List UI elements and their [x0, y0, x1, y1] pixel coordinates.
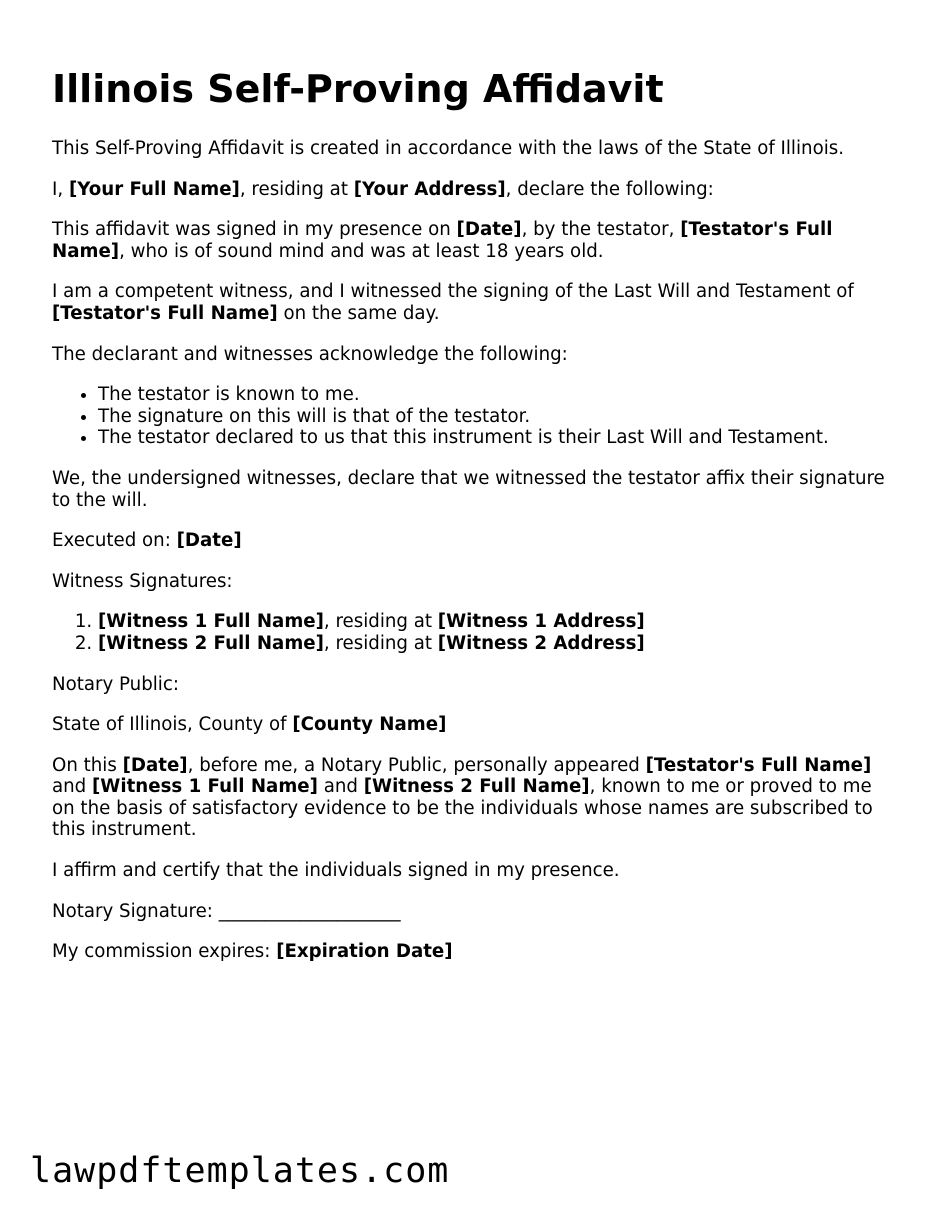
notary-label: Notary Public:	[52, 673, 179, 695]
competent-prefix: I am a competent witness, and I witnessed the signing of the Last Will and Testament of	[52, 281, 854, 303]
witness-name-placeholder: [Witness 2 Full Name]	[363, 776, 590, 798]
witness-signatures-label: Witness Signatures:	[52, 570, 233, 592]
residing-text: , residing at	[323, 632, 438, 654]
commission-label: My commission expires:	[52, 941, 277, 963]
footer-brand: lawpdftemplates.com	[30, 1151, 450, 1191]
appearance-text: , before me, a Notary Public, personally appeared	[187, 754, 646, 776]
testator-name-placeholder: [Testator's Full Name]	[52, 302, 278, 324]
signed-paragraph	[52, 219, 897, 262]
witness-list	[52, 611, 897, 654]
appearance-text: and	[52, 776, 92, 798]
notary-signature-label: Notary Signature:	[52, 900, 219, 922]
witness-name-placeholder: [Witness 1 Full Name]	[98, 611, 324, 633]
appearance-paragraph	[52, 755, 897, 841]
list-item: • The testator is known to me.	[98, 384, 897, 406]
signed-date-placeholder: [Date]	[456, 219, 522, 241]
your-address-placeholder: [Your Address]	[353, 178, 506, 200]
acknowledge-intro: The declarant and witnesses acknowledge the following:	[52, 343, 568, 365]
witness-name-placeholder: [Witness 2 Full Name]	[98, 632, 324, 654]
list-item	[98, 611, 897, 633]
competent-suffix: on the same day.	[277, 302, 440, 324]
acknowledgement-list	[52, 384, 897, 449]
competent-paragraph	[52, 281, 897, 324]
signed-middle: , by the testator,	[521, 219, 681, 241]
testator-name-placeholder: [Testator's Full Name]	[52, 219, 833, 262]
executed-label: Executed on:	[52, 530, 177, 552]
your-name-placeholder: [Your Full Name]	[68, 178, 240, 200]
expiration-date-placeholder: [Expiration Date]	[276, 941, 453, 963]
list-item	[98, 633, 897, 655]
appearance-date-placeholder: [Date]	[122, 754, 188, 776]
signed-prefix: This affidavit was signed in my presence on	[52, 219, 457, 241]
declaration-paragraph	[52, 179, 897, 201]
county-prefix: State of Illinois, County of	[52, 714, 293, 736]
document-page	[52, 64, 897, 982]
document-title: Illinois Self-Proving Affidavit	[52, 67, 664, 111]
executed-date-placeholder: [Date]	[176, 530, 242, 552]
residing-text: , residing at	[323, 611, 438, 633]
witness-statement: We, the undersigned witnesses, declare that we witnessed the testator affix their signature to the will.	[52, 467, 885, 511]
appearance-text: On this	[52, 754, 123, 776]
testator-name-placeholder: [Testator's Full Name]	[645, 754, 872, 776]
commission-line	[52, 941, 897, 963]
declaration-prefix: I,	[52, 178, 69, 200]
signed-suffix: , who is of sound mind and was at least 18 years old.	[119, 240, 604, 262]
appearance-text: , known to me or proved to me on the basis of satisfactory evidence to be the individuals whose names are subscribed to this instrument.	[52, 776, 873, 841]
affirm-paragraph: I affirm and certify that the individuals signed in my presence.	[52, 860, 620, 882]
list-item: • The signature on this will is that of the testator.	[98, 406, 897, 428]
signature-blank: ____________________	[218, 900, 401, 922]
list-item: • The testator declared to us that this instrument is their Last Will and Testament.	[98, 427, 897, 449]
county-line	[52, 714, 897, 736]
declaration-suffix: , declare the following:	[505, 178, 714, 200]
witness-name-placeholder: [Witness 1 Full Name]	[92, 776, 318, 798]
declaration-middle: , residing at	[239, 178, 354, 200]
intro-paragraph: This Self-Proving Affidavit is created in accordance with the laws of the State of Illinois.	[52, 138, 845, 159]
executed-line	[52, 530, 897, 552]
witness-address-placeholder: [Witness 1 Address]	[437, 611, 645, 633]
witness-address-placeholder: [Witness 2 Address]	[437, 632, 645, 654]
notary-signature-line	[52, 901, 897, 923]
appearance-text: and	[317, 776, 364, 798]
county-name-placeholder: [County Name]	[292, 714, 447, 736]
